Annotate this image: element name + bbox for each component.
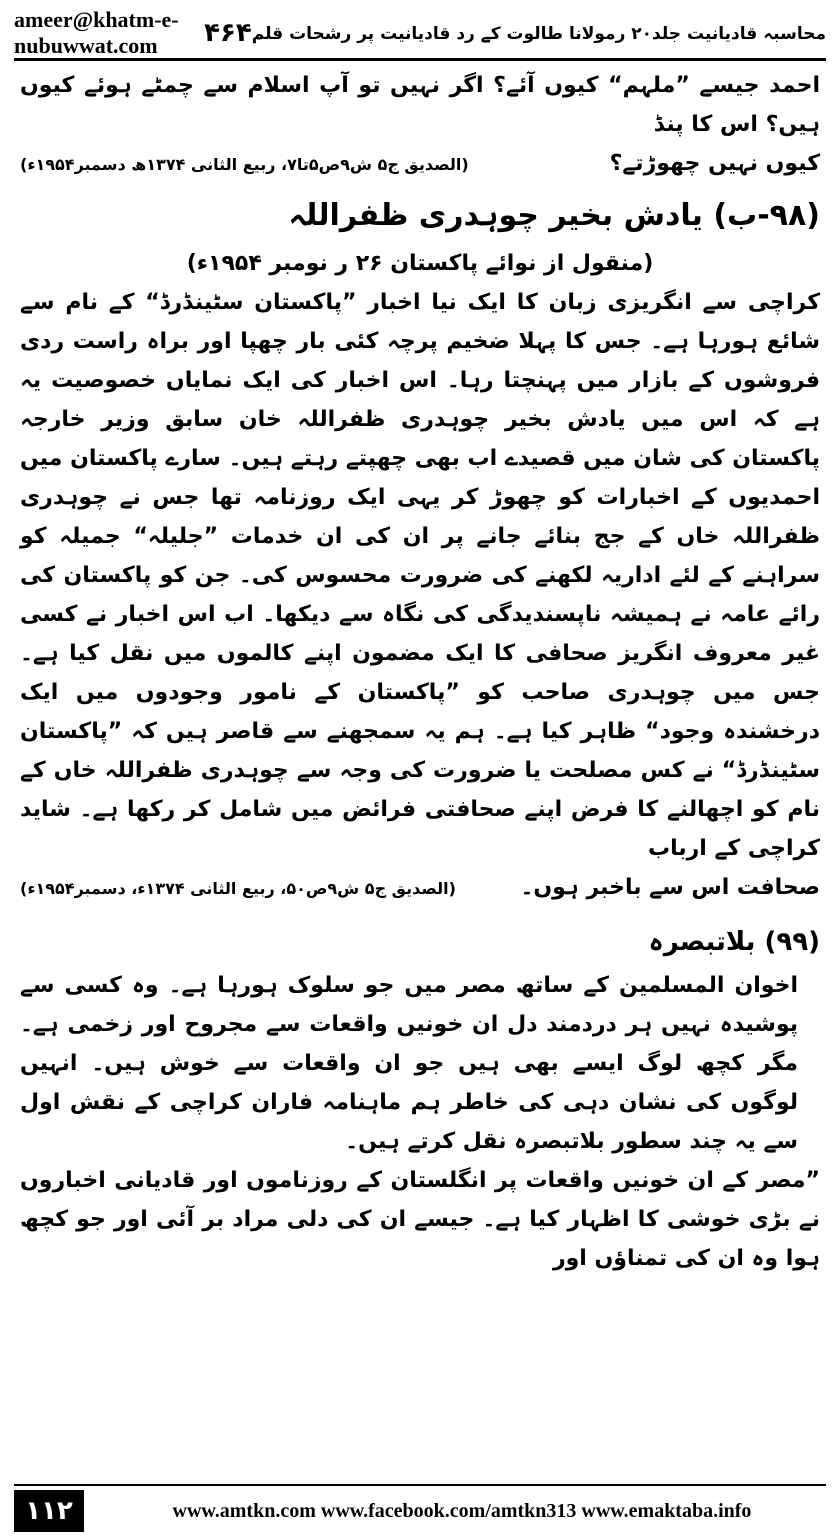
header-page-number: ۴۶۴ (204, 18, 252, 48)
footer-links[interactable]: www.amtkn.com www.facebook.com/amtkn313 www.emaktaba.info (172, 1499, 752, 1522)
intro-line-2-text: کیوں نہیں چھوڑتے؟ (609, 151, 820, 176)
intro-line-1: احمد جیسے ”ملہم“ کیوں آئے؟ اگر نہیں تو آپ اسلام سے چمٹے ہوئے کیوں ہیں؟ اس کا پنڈ (20, 73, 820, 137)
footer-page-number: ۱۱۲ (14, 1490, 84, 1532)
footer-divider (14, 1484, 826, 1486)
section-98-body: کراچی سے انگریزی زبان کا ایک نیا اخبار ”پاکستان سٹینڈرڈ“ کے نام سے شائع ہورہا ہے۔ جس کا پہلا ضخیم پرچہ کئی بار چھپا اور براہ راست ردی فروشوں کے بازار میں پہنچتا رہا۔ اس اخبار کی ایک نمایاں خصوصیت یہ ہے کہ اس میں یادش بخیر چوہدری ظفراللہ خان سابق وزیر خارجہ پاکستان کی شان میں قصیدے اب بھی چھپتے رہتے ہیں۔ سارے پاکستان میں احمدیوں کے اخبارات کو چھوڑ کر یہی ایک روزنامہ تھا جس نے چوہدری ظفراللہ خاں کے جج بنائے جانے پر ان کی ان خدمات ”جلیلہ“ جمیلہ کو سراہنے کے لئے اداریہ لکھنے کی ضرورت محسوس کی۔ جن کو پاکستان کی رائے عامہ نے ہمیشہ ناپسندیدگی کی نگاہ سے دیکھا۔ اب اس اخبار نے کسی غیر معروف انگریز صحافی کا ایک مضمون اپنے کالموں میں نقل کیا ہے۔ جس میں چوہدری صاحب کو ”پاکستان کے نامور وجودوں میں ایک درخشندہ وجود“ ظاہر کیا ہے۔ ہم یہ سمجھنے سے قاصر ہیں کہ ”پاکستان سٹینڈرڈ“ نے کس مصلحت یا ضرورت کی وجہ سے چوہدری ظفراللہ خاں کے نام کو اچھالنے کا فرض اپنے صحافتی فرائض میں شامل کر رکھا ہے۔ شاید کراچی کے ارباب (20, 290, 820, 861)
section-98-heading: (۹۸-ب) یادش بخیر چوہدری ظفراللہ (288, 198, 820, 233)
page-header (14, 7, 826, 58)
intro-reference: (الصدیق ج۵ ش۹ص۵تا۷، ربیع الثانی ۱۳۷۴ھ دسمبر۱۹۵۴ء) (20, 155, 469, 174)
section-99-heading: (۹۹) بلاتبصرہ (648, 927, 820, 957)
section-99-para-1: اخوان المسلمین کے ساتھ مصر میں جو سلوک ہورہا ہے۔ وہ کسی سے پوشیدہ نہیں ہر دردمند دل ان خونیں واقعات سے مجروح اور زخمی ہے۔ مگر کچھ لوگ ایسے بھی ہیں جو ان واقعات سے خوش ہیں۔ انہیں لوگوں کی نشان دہی کی خاطر ہم ماہنامہ فاران کراچی کے نقش اول سے یہ چند سطور بلاتبصرہ نقل کرتے ہیں۔ (20, 973, 798, 1154)
header-email[interactable]: ameer@khatm-e-nubuwwat.com (14, 7, 179, 58)
section-98-last-line (20, 868, 820, 908)
section-98-subheading: (منقول از نوائے پاکستان ۲۶ ر نومبر ۱۹۵۴ء) (186, 251, 654, 276)
header-divider (14, 58, 826, 61)
intro-line-2 (20, 144, 820, 184)
header-left (14, 7, 252, 59)
page-content (20, 66, 820, 1278)
header-book-title: محاسبہ قادیانیت جلد۲۰ رمولانا طالوت کے رد قادیانیت پر رشحات قلم (251, 23, 826, 44)
section-98-reference: (الصدیق ج۵ ش۹ص۵۰، ربیع الثانی ۱۳۷۴ء، دسمبر۱۹۵۴ء) (20, 879, 456, 898)
section-98-last-line-text: صحافت اس سے باخبر ہوں۔ (520, 875, 820, 900)
section-99-para-2: ”مصر کے ان خونیں واقعات پر انگلستان کے روزناموں اور قادیانی اخباروں نے بڑی خوشی کا اظہار کیا ہے۔ جیسے ان کی دلی مراد بر آئی اور جو کچھ ہوا وہ ان کی تمناؤں اور (20, 1168, 820, 1271)
page-footer (14, 1488, 826, 1534)
